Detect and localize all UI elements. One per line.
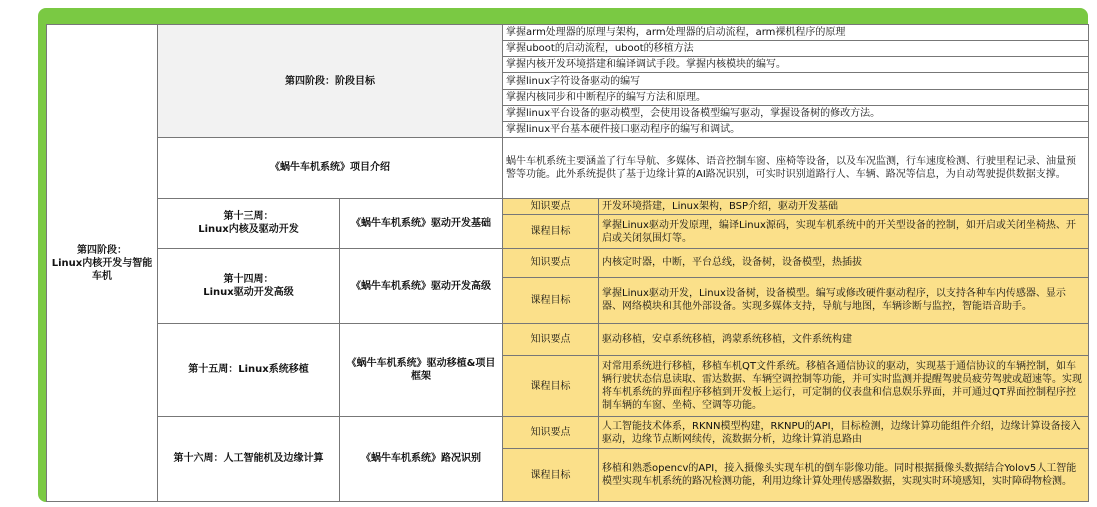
week-row <box>47 249 1089 277</box>
knowledge-text: 内核定时器，中断，平台总线，设备树，设备模型，热插拔 <box>599 249 1089 277</box>
week-title-text: 第十六周：人工智能机及边缘计算 <box>173 453 324 465</box>
goal-text: 掌握Linux驱动开发，Linux设备树，设备模型。编写或修改硬件驱动程序，以支持各种车内传感器、显示器、网络模块和其他外部设备。实现多媒体支持，导航与地图，车辆诊断与监控，智能语音助手。 <box>599 277 1089 323</box>
goal-text: 对常用系统进行移植，移植车机QT文件系统。移植各通信协议的驱动，实现基于通信协议的车辆控制，如车辆行驶状态信息读取、雷达数据、车辆空调控制等功能，并可实时监测并提醒驾驶员疲劳驾驶或超速等。实现将车机系统的界面程序移植到开发板上运行，可定制的仪表盘和信息娱乐界面，并可通过QT界面控制程序控制车辆的车窗、坐椅、空调等功能。 <box>599 356 1089 417</box>
week-project: 《蜗牛车机系统》驱动开发基础 <box>340 198 503 249</box>
green-frame <box>38 8 1088 502</box>
knowledge-tag: 知识要点 <box>503 249 599 277</box>
knowledge-text: 人工智能技术体系，RKNN模型构建，RKNPU的API，目标检测，边缘计算功能组件介绍，边缘计算设备接入驱动，边缘节点断网续传，流数据分析，边缘计算消息路由 <box>599 416 1089 448</box>
goal-item: 掌握arm处理器的原理与架构，arm处理器的启动流程，arm裸机程序的原理 <box>503 25 1089 41</box>
knowledge-text: 驱动移植，安卓系统移植，鸿蒙系统移植，文件系统构建 <box>599 324 1089 356</box>
goal-row <box>47 25 1089 41</box>
goal-header: 第四阶段：阶段目标 <box>158 25 503 138</box>
knowledge-text: 开发环境搭建，Linux架构，BSP介绍，驱动开发基础 <box>599 198 1089 214</box>
goal-item: 掌握内核同步和中断程序的编写方法和原理。 <box>503 89 1089 105</box>
week-row <box>47 324 1089 356</box>
week-title-text: 第十四周： Linux驱动开发高级 <box>203 274 294 299</box>
goal-item: 掌握内核开发环境搭建和编译调试手段。掌握内核模块的编写。 <box>503 57 1089 73</box>
week-title <box>158 249 340 324</box>
goal-tag: 课程目标 <box>503 214 599 248</box>
week-title <box>158 324 340 417</box>
project-intro-row <box>47 138 1089 199</box>
week-row <box>47 416 1089 448</box>
goal-text: 掌握Linux驱动开发原理，编译Linux源码，实现车机系统中的开关型设备的控制，如开启或关闭坐椅热、开启或关闭氛围灯等。 <box>599 214 1089 248</box>
knowledge-tag: 知识要点 <box>503 324 599 356</box>
week-title <box>158 416 340 501</box>
stage-label <box>47 25 158 502</box>
goal-text: 移植和熟悉opencv的API，接入摄像头实现车机的倒车影像功能。同时根据摄像头数据结合Yolov5人工智能模型实现车机系统的路况检测功能，利用边缘计算处理传感器数据，实现实时环境感知，实时障碍物检测。 <box>599 449 1089 502</box>
project-intro-label: 《蜗牛车机系统》项目介绍 <box>158 138 503 199</box>
goal-item: 掌握linux平台基本硬件接口驱动程序的编写和调试。 <box>503 121 1089 137</box>
frame-top-bar <box>38 8 1088 24</box>
week-project: 《蜗牛车机系统》路况识别 <box>340 416 503 501</box>
goal-item: 掌握linux平台设备的驱动模型，会使用设备模型编写驱动，掌握设备树的修改方法。 <box>503 105 1089 121</box>
goal-tag: 课程目标 <box>503 277 599 323</box>
week-title-text: 第十三周： Linux内核及驱动开发 <box>198 211 299 236</box>
goal-tag: 课程目标 <box>503 449 599 502</box>
week-project: 《蜗牛车机系统》驱动开发高级 <box>340 249 503 324</box>
project-intro-text: 蜗牛车机系统主要涵盖了行车导航、多媒体、语音控制车窗、座椅等设备，以及车况监测，行车速度检测、行驶里程记录、油量预警等功能。此外系统提供了基于边缘计算的AI路况识别，可实时识别道路行人、车辆、路况等信息，为自动驾驶提供数据支撑。 <box>503 138 1089 199</box>
curriculum-table <box>46 24 1089 502</box>
week-project: 《蜗牛车机系统》驱动移植&项目框架 <box>340 324 503 417</box>
knowledge-tag: 知识要点 <box>503 198 599 214</box>
week-title <box>158 198 340 249</box>
goal-item: 掌握linux字符设备驱动的编写 <box>503 73 1089 89</box>
goal-tag: 课程目标 <box>503 356 599 417</box>
goal-item: 掌握uboot的启动流程，uboot的移植方法 <box>503 41 1089 57</box>
knowledge-tag: 知识要点 <box>503 416 599 448</box>
stage-label-text: 第四阶段： Linux内核开发与智能车机 <box>51 244 153 282</box>
week-row <box>47 198 1089 214</box>
week-title-text: 第十五周：Linux系统移植 <box>188 364 309 376</box>
